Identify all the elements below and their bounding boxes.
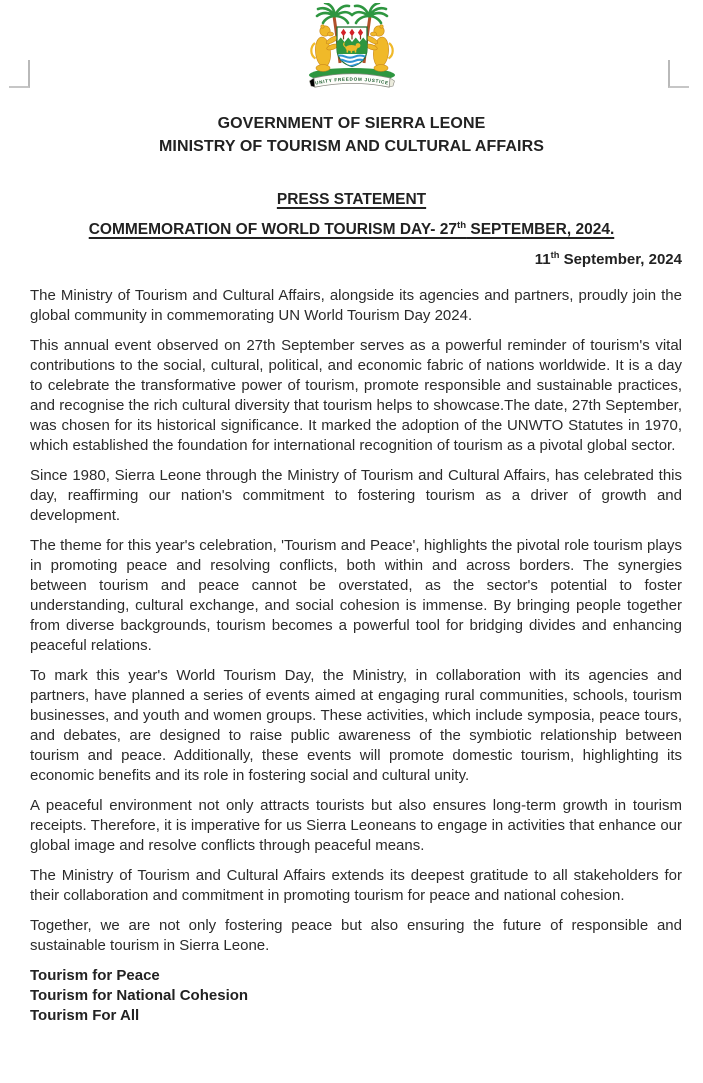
- paragraph: Together, we are not only fostering peace but also ensuring the future of responsible and sustainable tourism in Sierra Leone.: [30, 917, 682, 954]
- slogan: Tourism for Peace: [30, 967, 160, 984]
- paragraph: This annual event observed on 27th September serves as a powerful reminder of tourism's vital contributions to the social, cultural, political, and economic fabric of nations worldwide. It is a day to celebrate the transformative power of tourism, promote responsible and sustainable practices, and recognise the rich cultural diversity that tourism helps to showcase.The date, 27th September, was chosen for its historical significance. It marked the adoption of the UNWTO Statutes in 1970, which established the foundation for international recognition of tourism as a pivotal global sector.: [30, 337, 682, 454]
- paragraph: Since 1980, Sierra Leone through the Ministry of Tourism and Cultural Affairs, has celebrated this day, reaffirming our nation's commitment to fostering tourism as a driver of growth and development.: [30, 467, 682, 524]
- ministry-title: MINISTRY OF TOURISM AND CULTURAL AFFAIRS: [158, 138, 545, 155]
- government-title: GOVERNMENT OF SIERRA LEONE: [217, 115, 486, 132]
- paragraph: To mark this year's World Tourism Day, the Ministry, in collaboration with its agencies and partners, have planned a series of events aimed at engaging rural communities, schools, tourism businesses, and youth and women groups. These activities, which include symposia, peace tours, and debates, are designed to raise public awareness of the symbiotic relationship between tourism and peace. Additionally, these events will promote domestic tourism, highlighting its economic benefits and its role in fostering social and cultural unity.: [30, 667, 682, 784]
- paragraph: The Ministry of Tourism and Cultural Affairs, alongside its agencies and partners, proudly join the global community in commemorating UN World Tourism Day 2024.: [30, 287, 682, 324]
- scan-corner-mark-left: [9, 60, 30, 88]
- paragraph: The theme for this year's celebration, 'Tourism and Peace', highlights the pivotal role tourism plays in promoting peace and resolving conflicts, both within and across borders. The synergies between tourism and peace cannot be overstated, as the sector's potential to foster understanding, cultural exchange, and social cohesion is immense. By bringing people together from diverse backgrounds, tourism becomes a powerful tool for bridging divides and enhancing peaceful relations.: [30, 537, 682, 654]
- press-statement-page: [0, 3, 703, 1083]
- commemoration-heading: COMMEMORATION OF WORLD TOURISM DAY- 27th SEPTEMBER, 2024.: [88, 219, 615, 238]
- ordinal-superscript: th: [457, 219, 467, 231]
- scan-corner-mark-right: [668, 60, 689, 88]
- slogan: Tourism For All: [30, 1007, 140, 1024]
- statement-date: 11th September, 2024: [534, 250, 682, 268]
- press-statement-heading: PRESS STATEMENT: [276, 191, 427, 208]
- slogan: Tourism for National Cohesion: [30, 987, 249, 1004]
- ordinal-superscript: th: [550, 250, 560, 260]
- statement-body: [30, 286, 682, 956]
- emblem-banner-text: UNITY FREEDOM JUSTICE: [314, 76, 389, 86]
- paragraph: The Ministry of Tourism and Cultural Affairs extends its deepest gratitude to all stakeholders for their collaboration and commitment in promoting tourism for peace and national cohesion.: [30, 867, 682, 904]
- sierra-leone-coat-of-arms-icon: [302, 3, 402, 99]
- paragraph: A peaceful environment not only attracts tourists but also ensures long-term growth in tourism receipts. Therefore, it is imperative for us Sierra Leoneans to engage in activities that enhance our global image and resolve conflicts through peaceful means.: [30, 797, 682, 854]
- closing-slogans: [30, 966, 682, 1026]
- letterhead: [0, 112, 703, 158]
